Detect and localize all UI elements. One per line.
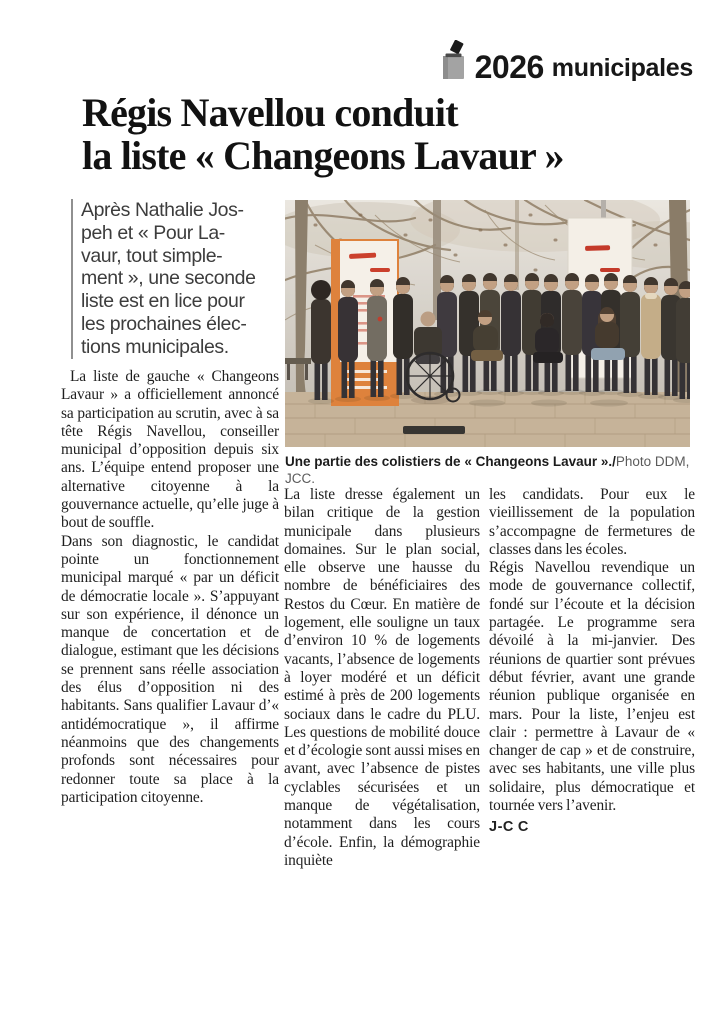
lead-line: peh et « Pour La- — [81, 221, 225, 244]
photo-caption-text: Une partie des colistiers de « Changeons Lavaur »./ — [285, 454, 616, 469]
lead-line: liste est en lice pour — [81, 290, 245, 313]
article-column-2 — [284, 486, 480, 870]
badge-section-label: municipales — [551, 53, 693, 82]
article-column-3-paragraphs — [489, 486, 695, 815]
lead-line: vaur, tout simple- — [81, 244, 223, 267]
article-lead — [71, 199, 286, 359]
photo-credit: Photo DDM, JCC. — [285, 454, 690, 486]
headline-line-2: la liste « Changeons Lavaur » — [82, 132, 564, 178]
ballot-box-icon — [440, 40, 467, 82]
article-column-3 — [489, 486, 695, 837]
article-headline — [82, 92, 682, 178]
lead-line: les prochaines élec- — [81, 312, 247, 335]
headline-line-1: Régis Navellou conduit — [82, 90, 458, 135]
photo-caption — [285, 453, 690, 487]
article-photo — [285, 200, 690, 447]
author-signature: J-C C — [489, 819, 529, 836]
paragraph: La liste dresse également un bilan critique de la gestion municipale dans plusieurs domaines. Sur le plan social, elle observe une hausse du nombre de bénéficiaires des Restos du Cœur. En matière de logement, elle souligne un taux d’environ 10 % de logements vacants, l’absence de logements à loyer modéré et un déficit estimé à près de 200 logements sociaux dans le cadre du PLU. Les questions de mobilité douce et d’écologie sont aussi mises en avant, avec l’absence de pistes cyclables sécurisées et un manque de végétalisation, notamment dans les cours d’école. Enfin, la démographie inquiète — [284, 486, 480, 869]
section-badge — [440, 40, 693, 85]
lead-line: Après Nathalie Jos- — [81, 199, 244, 221]
paragraph: La liste de gauche « Changeons Lavaur » a officiellement annoncé sa participation au scrutin, avec à sa tête Régis Navellou, conseiller municipal d’opposition depuis six ans. L’équipe entend proposer une alternative citoyenne à la gouvernance actuelle, qu’elle juge à bout de souffle. — [61, 368, 279, 532]
lead-line: tions municipales. — [81, 335, 229, 358]
paragraph: Dans son diagnostic, le candidat pointe un fonctionnement municipal marqué « par un déficit de démocratie locale ». S’appuyant sur son expérience, il dénonce un manque de concertation et de dialogue, estimant que les décisions se prennent sans réelle association des élus d’opposition ni des habitants. Sans qualifier Lavaur d’« antidémocratique », il affirme néanmoins que des changements profonds sont nécessaires pour redonner toute sa place à la participation citoyenne. — [61, 532, 279, 806]
badge-year-label: 2026 — [474, 48, 544, 85]
lead-line: ment », une seconde — [81, 267, 256, 290]
article-column-1 — [61, 368, 279, 807]
paragraph: Régis Navellou revendique un mode de gouvernance collectif, fondé sur l’écoute et la décision partagée. Le programme sera dévoilé à la mi-janvier. Des réunions de quartier sont prévues début février, avant une grande réunion publique organisée en mars. Pour la liste, l’enjeu est clair : permettre à Lavaur de « changer de cap » et de construire, avec ses habitants, une ville plus solidaire, plus démocratique et tournée vers l’avenir. — [489, 559, 695, 815]
paragraph: les candidats. Pour eux le vieillissement de la population s’accompagne de fermetures de classes dans les écoles. — [489, 486, 695, 558]
